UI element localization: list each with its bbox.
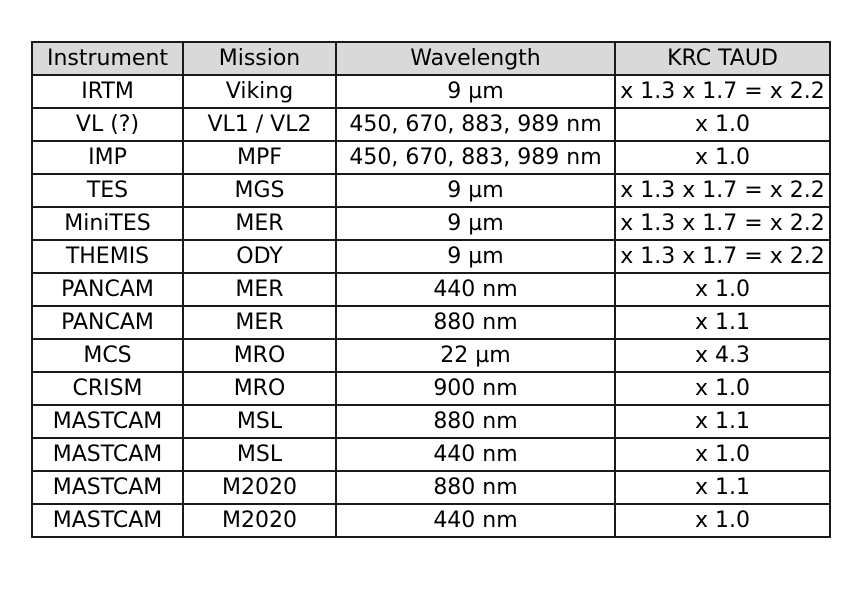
table-header xyxy=(32,42,830,75)
cell-krc-taud: x 1.0 xyxy=(615,141,830,174)
cell-krc-taud: x 1.1 xyxy=(615,405,830,438)
cell-mission: MER xyxy=(183,306,336,339)
cell-mission: M2020 xyxy=(183,471,336,504)
cell-instrument: TES xyxy=(32,174,183,207)
cell-krc-taud: x 1.0 xyxy=(615,273,830,306)
cell-krc-taud: x 1.0 xyxy=(615,504,830,537)
cell-instrument: VL (?) xyxy=(32,108,183,141)
header-instrument: Instrument xyxy=(32,42,183,75)
cell-wavelength: 880 nm xyxy=(336,405,615,438)
cell-wavelength: 440 nm xyxy=(336,273,615,306)
table-row xyxy=(32,273,830,306)
cell-instrument: MASTCAM xyxy=(32,471,183,504)
table-body xyxy=(32,75,830,537)
table-row xyxy=(32,207,830,240)
table-row xyxy=(32,75,830,108)
cell-krc-taud: x 1.3 x 1.7 = x 2.2 xyxy=(615,174,830,207)
table-row xyxy=(32,471,830,504)
cell-krc-taud: x 1.0 xyxy=(615,438,830,471)
table-row xyxy=(32,141,830,174)
cell-mission: MSL xyxy=(183,405,336,438)
cell-mission: ODY xyxy=(183,240,336,273)
cell-instrument: MCS xyxy=(32,339,183,372)
cell-mission: MRO xyxy=(183,372,336,405)
cell-instrument: MASTCAM xyxy=(32,438,183,471)
cell-mission: VL1 / VL2 xyxy=(183,108,336,141)
cell-instrument: PANCAM xyxy=(32,306,183,339)
cell-krc-taud: x 1.3 x 1.7 = x 2.2 xyxy=(615,207,830,240)
cell-wavelength: 880 nm xyxy=(336,306,615,339)
cell-mission: MGS xyxy=(183,174,336,207)
cell-wavelength: 440 nm xyxy=(336,504,615,537)
cell-mission: MER xyxy=(183,207,336,240)
header-krc-taud: KRC TAUD xyxy=(615,42,830,75)
table-row xyxy=(32,240,830,273)
cell-krc-taud: x 1.3 x 1.7 = x 2.2 xyxy=(615,240,830,273)
table-row xyxy=(32,306,830,339)
cell-wavelength: 880 nm xyxy=(336,471,615,504)
cell-instrument: IMP xyxy=(32,141,183,174)
cell-instrument: CRISM xyxy=(32,372,183,405)
cell-instrument: PANCAM xyxy=(32,273,183,306)
cell-mission: MRO xyxy=(183,339,336,372)
cell-krc-taud: x 4.3 xyxy=(615,339,830,372)
cell-mission: MER xyxy=(183,273,336,306)
cell-krc-taud: x 1.1 xyxy=(615,306,830,339)
cell-instrument: MASTCAM xyxy=(32,405,183,438)
cell-instrument: MASTCAM xyxy=(32,504,183,537)
cell-mission: MSL xyxy=(183,438,336,471)
data-table xyxy=(31,41,831,538)
cell-wavelength: 450, 670, 883, 989 nm xyxy=(336,141,615,174)
cell-krc-taud: x 1.3 x 1.7 = x 2.2 xyxy=(615,75,830,108)
cell-mission: Viking xyxy=(183,75,336,108)
cell-instrument: THEMIS xyxy=(32,240,183,273)
cell-instrument: IRTM xyxy=(32,75,183,108)
cell-wavelength: 9 µm xyxy=(336,75,615,108)
cell-wavelength: 440 nm xyxy=(336,438,615,471)
cell-mission: MPF xyxy=(183,141,336,174)
cell-wavelength: 9 µm xyxy=(336,240,615,273)
table-row xyxy=(32,372,830,405)
cell-krc-taud: x 1.0 xyxy=(615,108,830,141)
table-row xyxy=(32,504,830,537)
cell-mission: M2020 xyxy=(183,504,336,537)
cell-instrument: MiniTES xyxy=(32,207,183,240)
table-row xyxy=(32,405,830,438)
cell-wavelength: 900 nm xyxy=(336,372,615,405)
cell-wavelength: 450, 670, 883, 989 nm xyxy=(336,108,615,141)
cell-krc-taud: x 1.0 xyxy=(615,372,830,405)
table-row xyxy=(32,174,830,207)
header-wavelength: Wavelength xyxy=(336,42,615,75)
header-mission: Mission xyxy=(183,42,336,75)
table-row xyxy=(32,438,830,471)
cell-wavelength: 22 µm xyxy=(336,339,615,372)
cell-krc-taud: x 1.1 xyxy=(615,471,830,504)
header-row xyxy=(32,42,830,75)
table-row xyxy=(32,339,830,372)
cell-wavelength: 9 µm xyxy=(336,174,615,207)
cell-wavelength: 9 µm xyxy=(336,207,615,240)
table-row xyxy=(32,108,830,141)
